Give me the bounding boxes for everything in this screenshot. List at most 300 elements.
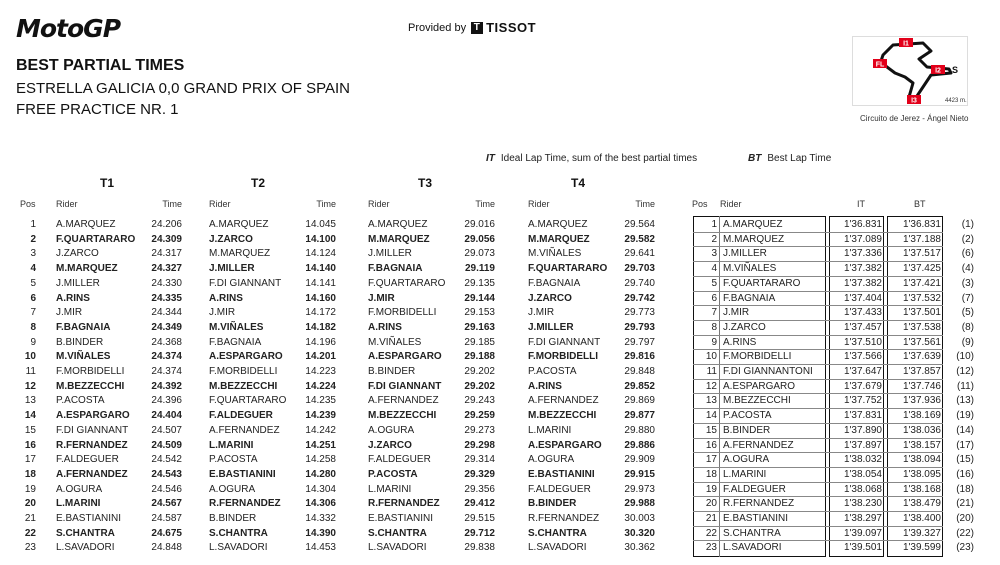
t1-time: 24.317 — [151, 248, 182, 260]
t2-rider: M.MARQUEZ — [209, 248, 271, 260]
t4-rider: F.MORBIDELLI — [528, 351, 598, 363]
t1-time: 24.675 — [151, 527, 182, 539]
track-layout-icon — [853, 37, 969, 107]
t4-rider: F.QUARTARARO — [528, 263, 608, 275]
table-row — [0, 439, 1000, 454]
ideal-time: 1'38.297 — [843, 513, 882, 524]
event-name: ESTRELLA GALICIA 0,0 GRAND PRIX OF SPAIN — [16, 80, 350, 97]
t3-rider: P.ACOSTA — [368, 468, 418, 480]
ideal-pos: 8 — [711, 321, 717, 333]
t1-time: 24.330 — [151, 277, 182, 289]
ideal-rider: R.FERNANDEZ — [723, 498, 795, 510]
table-row — [0, 483, 1000, 498]
pos: 15 — [24, 424, 36, 436]
track-label-i1: I1 — [903, 40, 909, 48]
t4-rider: M.BEZZECCHI — [528, 410, 597, 422]
t2-time: 14.280 — [305, 468, 336, 480]
best-lap-pos: (19) — [956, 410, 974, 422]
t2-time: 14.223 — [305, 366, 336, 377]
t1-time: 24.368 — [151, 336, 182, 348]
tissot-logo — [471, 20, 536, 35]
col-t4-rider: Rider — [528, 199, 550, 209]
t2-time: 14.172 — [305, 307, 336, 319]
best-lap-pos: (3) — [961, 277, 974, 289]
t1-rider: J.MIR — [56, 307, 83, 319]
t1-rider: A.MARQUEZ — [56, 219, 116, 230]
t4-time: 29.816 — [624, 351, 655, 363]
section-t4-header: T4 — [571, 176, 586, 190]
best-lap-pos: (23) — [956, 542, 974, 554]
t2-rider: S.CHANTRA — [209, 527, 268, 539]
ideal-rider: F.MORBIDELLI — [723, 351, 792, 363]
t3-rider: A.MARQUEZ — [368, 219, 428, 230]
t4-rider: A.OGURA — [528, 454, 575, 466]
t4-time: 29.988 — [624, 498, 655, 510]
t1-time: 24.206 — [151, 219, 182, 230]
best-lap-pos: (9) — [961, 336, 974, 348]
table-row — [0, 365, 1000, 380]
col-ideal-rider: Rider — [720, 199, 742, 209]
t1-rider: F.BAGNAIA — [56, 321, 111, 333]
best-lap: 1'37.857 — [902, 366, 941, 377]
ideal-time: 1'37.382 — [843, 263, 882, 275]
t4-rider: P.ACOSTA — [528, 366, 577, 377]
pos: 23 — [24, 542, 36, 554]
t3-time: 29.153 — [464, 307, 495, 319]
t4-rider: B.BINDER — [528, 498, 577, 510]
t1-rider: A.RINS — [56, 292, 90, 304]
ideal-rider: L.MARINI — [723, 468, 767, 480]
ideal-rider: A.ESPARGARO — [723, 380, 796, 392]
ideal-pos: 17 — [705, 454, 717, 466]
track-label-s: S — [952, 65, 959, 75]
t2-time: 14.332 — [305, 513, 336, 524]
t2-time: 14.235 — [305, 395, 336, 407]
t2-rider: P.ACOSTA — [209, 454, 258, 466]
t3-time: 29.838 — [464, 542, 495, 554]
t3-time: 29.314 — [464, 454, 495, 466]
t3-time: 29.119 — [464, 263, 495, 275]
table-row — [0, 306, 1000, 321]
best-lap-pos: (10) — [956, 351, 974, 363]
table-row — [0, 233, 1000, 248]
ideal-time: 1'38.032 — [843, 454, 882, 466]
t3-time: 29.356 — [464, 483, 495, 495]
ideal-rider: J.MILLER — [723, 248, 767, 260]
ideal-pos: 1 — [711, 219, 717, 230]
best-lap-pos: (11) — [956, 380, 974, 392]
legend-bt — [748, 153, 831, 164]
ideal-time: 1'39.097 — [843, 527, 882, 539]
t1-rider: M.BEZZECCHI — [56, 380, 125, 392]
t2-rider: F.MORBIDELLI — [209, 366, 278, 377]
t3-rider: A.FERNANDEZ — [368, 395, 439, 407]
t3-rider: F.QUARTARARO — [368, 277, 446, 289]
ideal-pos: 19 — [705, 483, 717, 495]
ideal-pos: 16 — [705, 439, 717, 451]
t1-rider: J.MILLER — [56, 277, 100, 289]
table-row — [0, 424, 1000, 439]
best-lap-pos: (16) — [956, 468, 974, 480]
col-t1-rider: Rider — [56, 199, 78, 209]
t1-rider: F.DI GIANNANT — [56, 424, 129, 436]
t4-time: 30.003 — [624, 513, 655, 524]
pos: 12 — [24, 380, 36, 392]
table-row — [0, 527, 1000, 542]
best-lap-pos: (4) — [961, 263, 974, 275]
best-lap-pos: (14) — [956, 424, 974, 436]
best-lap-pos: (7) — [961, 292, 974, 304]
ideal-time: 1'37.457 — [843, 321, 882, 333]
t3-rider: L.SAVADORI — [368, 542, 427, 554]
ideal-time: 1'37.679 — [843, 380, 882, 392]
ideal-rider: F.ALDEGUER — [723, 483, 786, 495]
ideal-time: 1'37.404 — [843, 292, 882, 304]
track-label-fl: FL — [875, 61, 885, 69]
ideal-pos: 10 — [705, 351, 717, 363]
ideal-time: 1'37.897 — [843, 439, 882, 451]
t1-time: 24.335 — [151, 292, 182, 304]
table-row — [0, 277, 1000, 292]
table-row — [0, 336, 1000, 351]
ideal-pos: 13 — [705, 395, 717, 407]
best-lap-pos: (2) — [961, 233, 974, 245]
ideal-rider: J.MIR — [723, 307, 750, 319]
t4-time: 29.973 — [624, 483, 655, 495]
pos: 17 — [24, 454, 36, 466]
t2-rider: J.MIR — [209, 307, 236, 319]
best-lap-pos: (12) — [956, 366, 974, 377]
t1-time: 24.404 — [151, 410, 182, 422]
t2-rider: M.VIÑALES — [209, 321, 264, 333]
t3-rider: F.BAGNAIA — [368, 263, 423, 275]
ideal-time: 1'38.068 — [843, 483, 882, 495]
pos: 14 — [24, 410, 36, 422]
section-t2-header: T2 — [251, 176, 266, 190]
t4-time: 29.797 — [624, 336, 655, 348]
t1-rider: R.FERNANDEZ — [56, 439, 128, 451]
ideal-rider: A.MARQUEZ — [723, 219, 783, 230]
t4-rider: A.MARQUEZ — [528, 219, 588, 230]
t3-time: 29.712 — [464, 527, 495, 539]
legend-it — [486, 153, 697, 164]
ideal-rider: E.BASTIANINI — [723, 513, 789, 524]
ideal-time: 1'37.752 — [843, 395, 882, 407]
best-lap: 1'37.501 — [902, 307, 941, 319]
t3-time: 29.188 — [464, 351, 495, 363]
t4-time: 29.886 — [624, 439, 655, 451]
t1-time: 24.349 — [151, 321, 182, 333]
provided-by-label: Provided by — [408, 21, 467, 34]
best-lap: 1'37.425 — [902, 263, 941, 275]
ideal-pos: 5 — [711, 277, 717, 289]
t2-time: 14.242 — [305, 424, 336, 436]
ideal-pos: 12 — [705, 380, 717, 392]
track-label-i3: I3 — [911, 97, 917, 105]
t2-rider: A.FERNANDEZ — [209, 424, 280, 436]
ideal-time: 1'37.566 — [843, 351, 882, 363]
table-row — [0, 541, 1000, 556]
t2-time: 14.390 — [305, 527, 336, 539]
ideal-pos: 7 — [711, 307, 717, 319]
col-ideal-pos: Pos — [692, 199, 708, 209]
t1-time: 24.309 — [151, 233, 182, 245]
t1-rider: M.VIÑALES — [56, 351, 111, 363]
pos: 16 — [24, 439, 36, 451]
t3-rider: F.MORBIDELLI — [368, 307, 437, 319]
best-lap: 1'38.479 — [902, 498, 941, 510]
t2-rider: L.MARINI — [209, 439, 254, 451]
ideal-time: 1'37.831 — [843, 410, 882, 422]
ideal-pos: 9 — [711, 336, 717, 348]
best-lap: 1'37.936 — [902, 395, 941, 407]
pos: 19 — [24, 483, 36, 495]
t1-time: 24.344 — [151, 307, 182, 319]
t3-time: 29.273 — [464, 424, 495, 436]
provided-by — [408, 20, 536, 35]
t4-time: 30.320 — [624, 527, 655, 539]
ideal-rider: F.BAGNAIA — [723, 292, 776, 304]
t4-rider: S.CHANTRA — [528, 527, 587, 539]
pos: 8 — [30, 321, 36, 333]
t4-time: 29.915 — [624, 468, 655, 480]
pos: 13 — [24, 395, 36, 407]
table-row — [0, 468, 1000, 483]
t1-time: 24.587 — [151, 513, 182, 524]
table-row — [0, 262, 1000, 277]
best-lap: 1'37.746 — [902, 380, 941, 392]
ideal-pos: 22 — [705, 527, 717, 539]
pos: 3 — [30, 248, 36, 260]
pos: 1 — [30, 219, 36, 230]
col-pos: Pos — [20, 199, 36, 209]
ideal-time: 1'37.382 — [843, 277, 882, 289]
best-lap: 1'37.538 — [902, 321, 941, 333]
ideal-time: 1'37.336 — [843, 248, 882, 260]
t4-rider: R.FERNANDEZ — [528, 513, 600, 524]
pos: 9 — [30, 336, 36, 348]
ideal-time: 1'38.230 — [843, 498, 882, 510]
t2-time: 14.258 — [305, 454, 336, 466]
t1-time: 24.567 — [151, 498, 182, 510]
col-t3-time: Time — [475, 199, 495, 209]
track-map — [852, 36, 968, 106]
section-t1-header: T1 — [100, 176, 115, 190]
t2-time: 14.100 — [305, 233, 336, 245]
t1-rider: L.MARINI — [56, 498, 101, 510]
table-row — [0, 350, 1000, 365]
ideal-rider: A.OGURA — [723, 454, 770, 466]
pos: 22 — [24, 527, 36, 539]
t3-rider: M.BEZZECCHI — [368, 410, 437, 422]
t1-time: 24.546 — [151, 483, 182, 495]
best-lap-pos: (15) — [956, 454, 974, 466]
t4-rider: L.SAVADORI — [528, 542, 587, 554]
t4-time: 29.848 — [624, 366, 655, 377]
ideal-pos: 21 — [705, 513, 717, 524]
ideal-rider: A.FERNANDEZ — [723, 439, 794, 451]
table-row — [0, 497, 1000, 512]
t4-time: 29.740 — [624, 277, 655, 289]
t3-time: 29.135 — [464, 277, 495, 289]
t2-rider: F.DI GIANNANT — [209, 277, 282, 289]
table-row — [0, 218, 1000, 233]
tissot-text: TISSOT — [486, 20, 537, 35]
t4-time: 29.641 — [624, 248, 655, 260]
table-row — [0, 247, 1000, 262]
ideal-pos: 14 — [705, 410, 717, 422]
ideal-rider: B.BINDER — [723, 424, 771, 436]
ideal-rider: M.BEZZECCHI — [723, 395, 791, 407]
best-lap-pos: (8) — [961, 321, 974, 333]
t4-rider: J.ZARCO — [528, 292, 572, 304]
t3-time: 29.202 — [464, 366, 495, 377]
best-lap-pos: (17) — [956, 439, 974, 451]
t3-rider: L.MARINI — [368, 483, 412, 495]
t3-rider: M.MARQUEZ — [368, 233, 430, 245]
track-length: 4423 m. — [945, 98, 967, 104]
t2-rider: J.MILLER — [209, 263, 255, 275]
t2-rider: E.BASTIANINI — [209, 468, 276, 480]
ideal-pos: 15 — [705, 424, 717, 436]
t2-rider: R.FERNANDEZ — [209, 498, 281, 510]
best-lap: 1'37.561 — [902, 336, 941, 348]
t4-rider: A.ESPARGARO — [528, 439, 602, 451]
t3-time: 29.329 — [464, 468, 495, 480]
table-row — [0, 453, 1000, 468]
ideal-pos: 11 — [706, 366, 717, 377]
t1-rider: F.MORBIDELLI — [56, 366, 125, 377]
t3-rider: A.OGURA — [368, 424, 415, 436]
t4-rider: J.MIR — [528, 307, 555, 319]
ideal-time: 1'37.510 — [843, 336, 882, 348]
best-lap-pos: (6) — [961, 248, 974, 260]
t3-time: 29.412 — [464, 498, 495, 510]
t4-rider: J.MILLER — [528, 321, 574, 333]
t4-time: 29.877 — [624, 410, 655, 422]
best-lap: 1'38.095 — [902, 468, 941, 480]
t2-time: 14.239 — [305, 410, 336, 422]
best-lap: 1'37.517 — [902, 248, 941, 260]
t1-rider: A.ESPARGARO — [56, 410, 130, 422]
pos: 7 — [30, 307, 36, 319]
t3-rider: M.VIÑALES — [368, 336, 422, 348]
t3-time: 29.202 — [464, 380, 495, 392]
motogp-logo: MotoGP — [16, 14, 121, 43]
t2-time: 14.196 — [305, 336, 336, 348]
t4-rider: A.RINS — [528, 380, 562, 392]
t4-time: 29.742 — [624, 292, 655, 304]
t2-time: 14.304 — [305, 483, 336, 495]
pos: 4 — [30, 263, 36, 275]
legend-it-key: IT — [486, 153, 495, 164]
t1-rider: S.CHANTRA — [56, 527, 115, 539]
ideal-time: 1'37.890 — [843, 424, 882, 436]
t1-rider: E.BASTIANINI — [56, 513, 122, 524]
t2-rider: L.SAVADORI — [209, 542, 268, 554]
ideal-pos: 2 — [711, 233, 717, 245]
best-lap: 1'37.639 — [902, 351, 941, 363]
ideal-time: 1'37.089 — [843, 233, 882, 245]
session-name: FREE PRACTICE NR. 1 — [16, 101, 179, 118]
t3-time: 29.243 — [464, 395, 495, 407]
t2-time: 14.141 — [305, 277, 336, 289]
t4-rider: L.MARINI — [528, 424, 572, 436]
t2-time: 14.453 — [305, 542, 336, 554]
ideal-rider: P.ACOSTA — [723, 410, 772, 422]
t2-time: 14.124 — [305, 248, 336, 260]
t2-time: 14.160 — [305, 292, 336, 304]
t2-rider: A.OGURA — [209, 483, 256, 495]
pos: 10 — [24, 351, 36, 363]
section-t3-header: T3 — [418, 176, 433, 190]
t3-rider: A.RINS — [368, 321, 402, 333]
t4-time: 29.582 — [624, 233, 655, 245]
t3-rider: A.ESPARGARO — [368, 351, 442, 363]
t4-rider: F.DI GIANNANT — [528, 336, 601, 348]
t1-rider: L.SAVADORI — [56, 542, 115, 554]
t2-time: 14.306 — [305, 498, 336, 510]
t1-time: 24.543 — [151, 468, 182, 480]
col-t3-rider: Rider — [368, 199, 390, 209]
page-title: BEST PARTIAL TIMES — [16, 57, 185, 74]
pos: 6 — [30, 292, 36, 304]
t2-time: 14.224 — [305, 380, 336, 392]
t3-time: 29.163 — [464, 321, 495, 333]
t1-time: 24.374 — [151, 366, 182, 377]
t4-rider: F.ALDEGUER — [528, 483, 591, 495]
ideal-rider: A.RINS — [723, 336, 757, 348]
ideal-pos: 23 — [705, 542, 717, 554]
t3-rider: F.DI GIANNANT — [368, 380, 442, 392]
t3-time: 29.298 — [464, 439, 495, 451]
table-row — [0, 292, 1000, 307]
ideal-rider: F.QUARTARARO — [723, 277, 801, 289]
best-lap: 1'38.169 — [902, 410, 941, 422]
t4-rider: M.MARQUEZ — [528, 233, 590, 245]
t4-time: 29.869 — [624, 395, 655, 407]
t1-rider: F.QUARTARARO — [56, 233, 136, 245]
best-lap: 1'37.421 — [902, 277, 941, 289]
t4-time: 29.703 — [624, 263, 655, 275]
t4-rider: M.VIÑALES — [528, 248, 582, 260]
t3-time: 29.259 — [464, 410, 495, 422]
legend-bt-key: BT — [748, 153, 762, 164]
ideal-pos: 3 — [711, 248, 717, 260]
ideal-rider: F.DI GIANNANTONI — [723, 366, 813, 377]
t3-rider: E.BASTIANINI — [368, 513, 434, 524]
t2-rider: B.BINDER — [209, 513, 257, 524]
best-lap: 1'39.599 — [902, 542, 941, 554]
t4-rider: F.BAGNAIA — [528, 277, 581, 289]
ideal-rider: S.CHANTRA — [723, 527, 781, 539]
t3-time: 29.056 — [464, 233, 495, 245]
t1-time: 24.392 — [151, 380, 182, 392]
ideal-time: 1'37.433 — [843, 307, 882, 319]
col-bt: BT — [914, 199, 926, 209]
t2-rider: A.MARQUEZ — [209, 219, 269, 230]
best-lap: 1'36.831 — [902, 219, 941, 230]
pos: 20 — [24, 498, 36, 510]
table-row — [0, 512, 1000, 527]
t4-time: 29.773 — [624, 307, 655, 319]
t1-rider: M.MARQUEZ — [56, 263, 118, 275]
best-lap-pos: (20) — [956, 513, 974, 524]
track-label-i2: I2 — [935, 67, 941, 75]
t1-time: 24.327 — [151, 263, 182, 275]
t4-rider: E.BASTIANINI — [528, 468, 595, 480]
t4-time: 29.880 — [624, 424, 655, 436]
